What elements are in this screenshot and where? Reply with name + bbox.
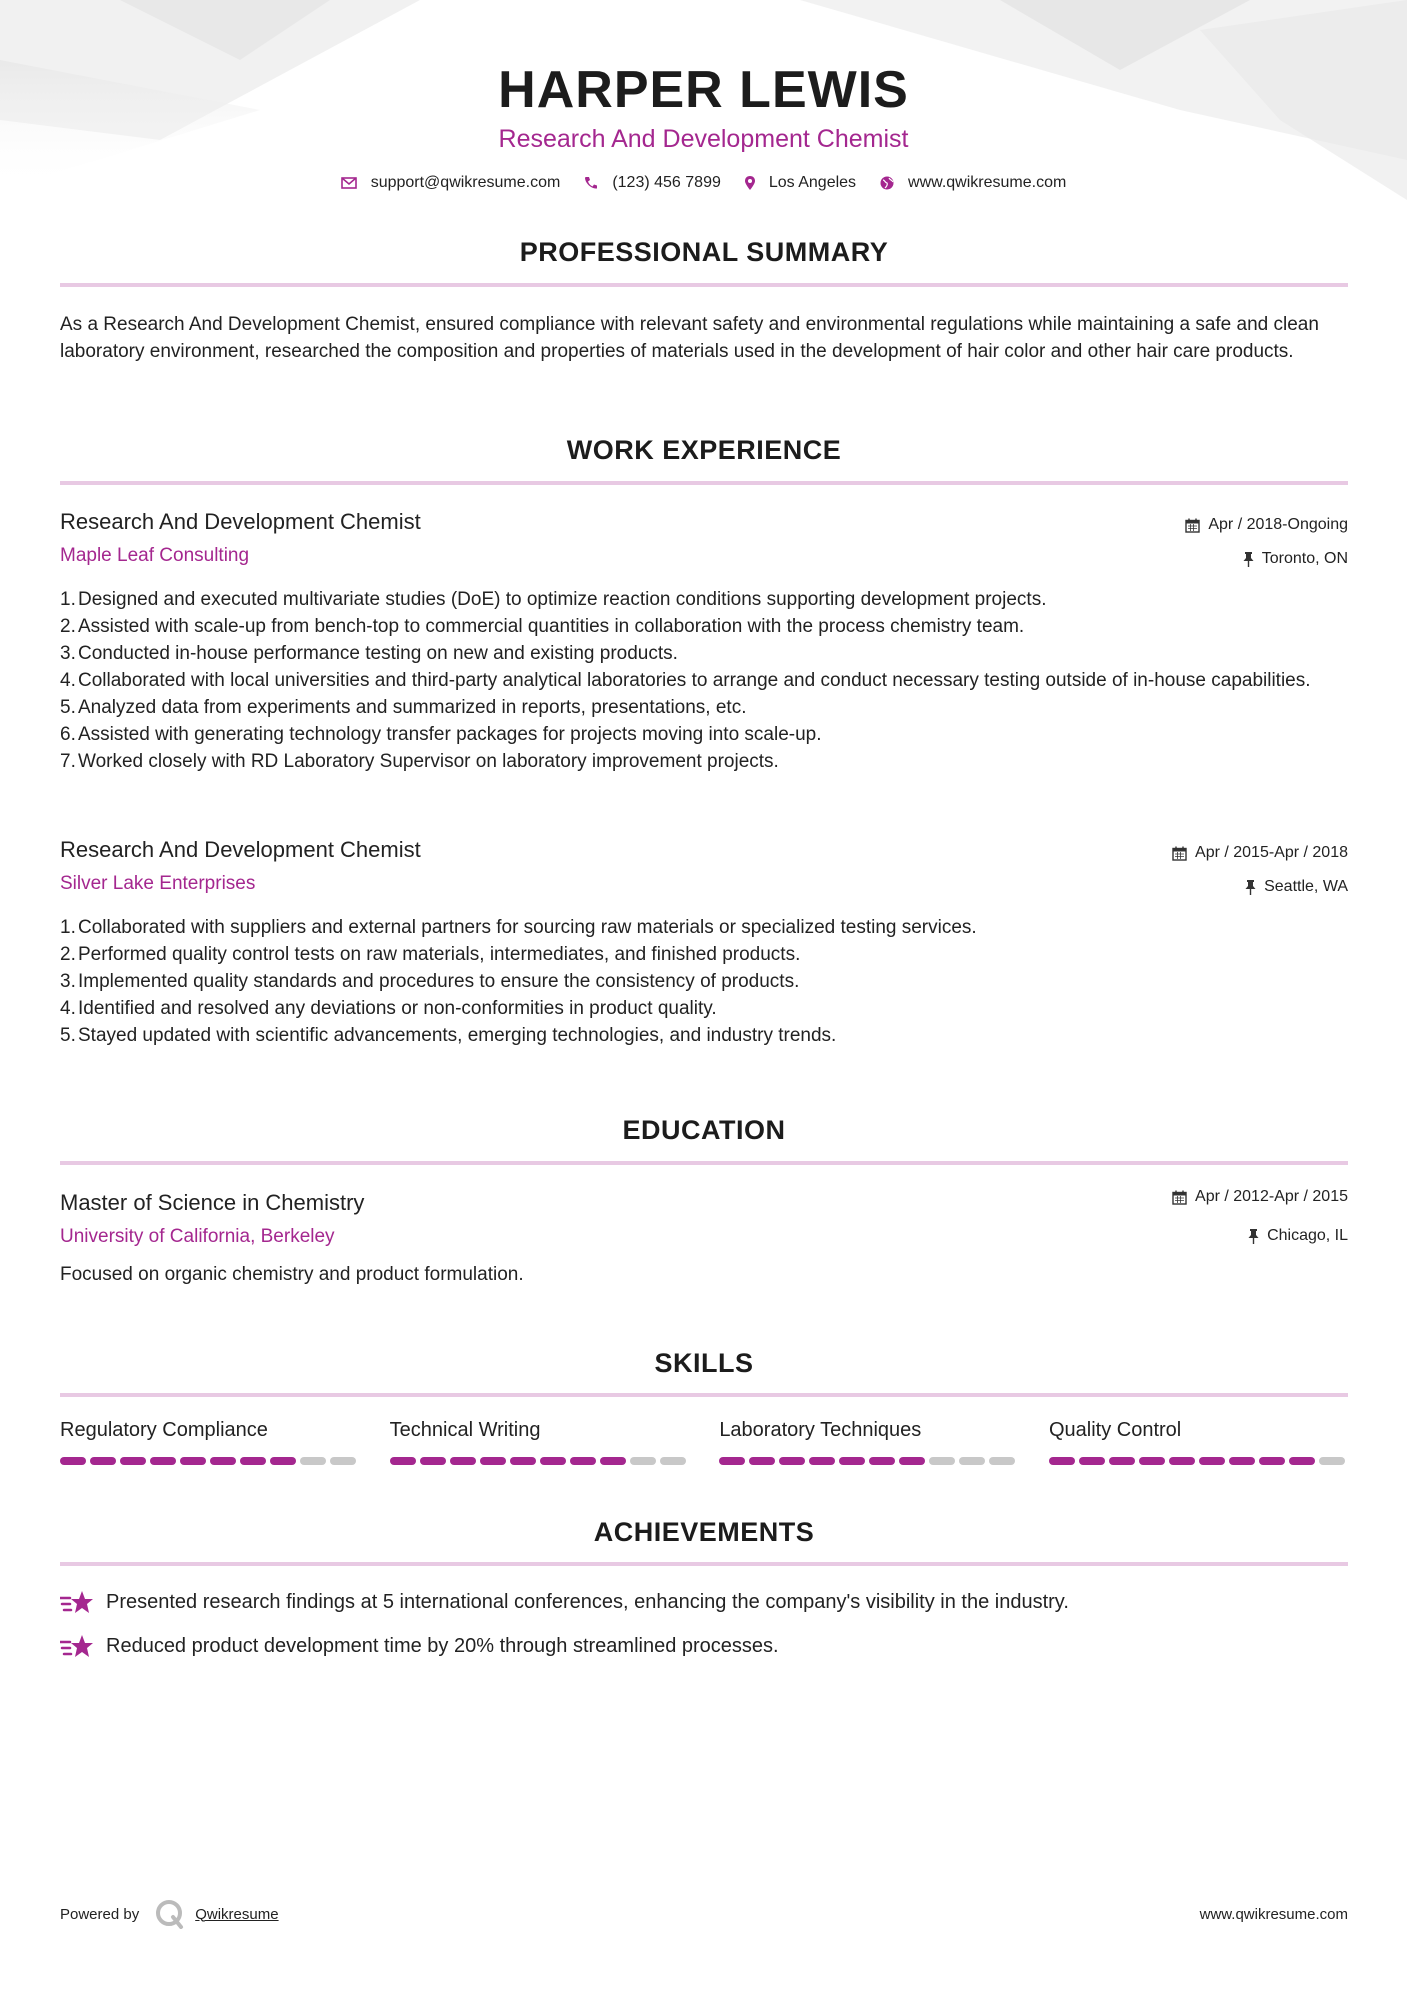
skill-segment-filled (1229, 1457, 1255, 1465)
skill-segment-filled (180, 1457, 206, 1465)
contact-row (0, 174, 1407, 192)
skill-item (390, 1419, 689, 1465)
achievement-item (60, 1589, 1069, 1615)
job-dates (1172, 844, 1348, 862)
resume-header (0, 60, 1407, 192)
phone-text: (123) 456 7899 (612, 174, 721, 191)
job-title: Research And Development Chemist (60, 509, 421, 534)
job-company: Maple Leaf Consulting (60, 545, 250, 566)
skill-segment-filled (510, 1457, 536, 1465)
skill-segment-filled (600, 1457, 626, 1465)
skill-segment-empty (300, 1457, 326, 1465)
achievements-heading: ACHIEVEMENTS (593, 1517, 815, 1547)
footer-powered-by (60, 1899, 279, 1929)
job-dates (1185, 516, 1348, 534)
job-company: Silver Lake Enterprises (60, 873, 256, 894)
skill-level-bar (390, 1457, 689, 1465)
calendar-icon (1172, 1190, 1187, 1205)
skills-divider (60, 1393, 1348, 1397)
achievement-text: Presented research findings at 5 international conferences, enhancing the company's visibility in the industry. (106, 1590, 1069, 1613)
skill-level-bar (60, 1457, 359, 1465)
skill-level-bar (1049, 1457, 1348, 1465)
contact-email[interactable] (341, 174, 561, 192)
footer-website[interactable]: www.qwikresume.com (1199, 1906, 1348, 1923)
job-location-text: Seattle, WA (1264, 878, 1348, 895)
powered-by-label: Powered by (60, 1905, 140, 1923)
skill-segment-filled (1199, 1457, 1225, 1465)
skill-segment-filled (480, 1457, 506, 1465)
skill-item (60, 1419, 359, 1465)
calendar-icon (1185, 518, 1200, 533)
education-location (1248, 1227, 1348, 1245)
skill-segment-filled (90, 1457, 116, 1465)
skill-segment-filled (719, 1457, 745, 1465)
qwikresume-link[interactable]: Qwikresume (195, 1905, 279, 1923)
skill-segment-filled (570, 1457, 596, 1465)
location-text: Los Angeles (768, 174, 857, 191)
education-description: Focused on organic chemistry and product formulation. (60, 1264, 524, 1285)
skill-level-bar (719, 1457, 1018, 1465)
skill-name: Technical Writing (389, 1419, 541, 1441)
experience-heading: WORK EXPERIENCE (566, 435, 842, 465)
calendar-icon (1172, 846, 1187, 861)
summary-divider (60, 283, 1348, 287)
skill-segment-empty (989, 1457, 1015, 1465)
education-heading: EDUCATION (622, 1115, 786, 1145)
skill-segment-filled (60, 1457, 86, 1465)
skill-segment-filled (899, 1457, 925, 1465)
skill-segment-filled (1169, 1457, 1195, 1465)
list-item: 3. Conducted in-house performance testing on new and existing products. (60, 643, 678, 664)
skill-segment-filled (1079, 1457, 1105, 1465)
skill-segment-empty (1319, 1457, 1345, 1465)
skill-segment-empty (660, 1457, 686, 1465)
contact-location (745, 174, 856, 192)
skill-segment-filled (450, 1457, 476, 1465)
summary-text: As a Research And Development Chemist, ensured compliance with relevant safety and environmental regulations while maintaining a safe and clean laboratory environment, researched the composition and properties of materials used in the development of hair color and other hair care products. (60, 314, 1319, 362)
job-dates-text: Apr / 2018-Ongoing (1208, 516, 1348, 533)
achievements-divider (60, 1562, 1348, 1566)
pushpin-icon (1248, 1229, 1259, 1244)
education-school: University of California, Berkeley (60, 1226, 335, 1247)
skill-segment-filled (1049, 1457, 1075, 1465)
skill-name: Quality Control (1048, 1419, 1182, 1441)
skills-heading: SKILLS (654, 1348, 754, 1378)
skills-row (60, 1419, 1348, 1465)
experience-divider (60, 481, 1348, 485)
job-bullets (60, 914, 1348, 1049)
envelope-icon (341, 177, 357, 189)
job-bullets (60, 586, 1348, 775)
list-item: 7. Worked closely with RD Laboratory Supervisor on laboratory improvement projects. (60, 751, 779, 772)
list-item: 5. Stayed updated with scientific advancements, emerging technologies, and industry trends. (60, 1025, 837, 1046)
skill-segment-filled (839, 1457, 865, 1465)
skill-segment-filled (420, 1457, 446, 1465)
globe-icon (880, 176, 894, 190)
skill-item (719, 1419, 1018, 1465)
skill-segment-filled (1259, 1457, 1285, 1465)
skill-name: Laboratory Techniques (719, 1419, 922, 1441)
job-location (1245, 878, 1348, 896)
candidate-name: HARPER LEWIS (498, 61, 909, 119)
contact-website[interactable] (880, 174, 1066, 192)
shooting-star-icon (60, 1589, 94, 1615)
list-item: 1. Designed and executed multivariate studies (DoE) to optimize reaction conditions supporting development projects. (60, 589, 1047, 610)
job-dates-text: Apr / 2015-Apr / 2018 (1195, 844, 1348, 861)
skill-segment-empty (959, 1457, 985, 1465)
list-item: 5. Analyzed data from experiments and summarized in reports, presentations, etc. (60, 697, 747, 718)
skill-name: Regulatory Compliance (60, 1419, 268, 1441)
skill-item (1049, 1419, 1348, 1465)
skill-segment-empty (330, 1457, 356, 1465)
list-item: 3. Implemented quality standards and procedures to ensure the consistency of products. (60, 971, 800, 992)
skill-segment-filled (120, 1457, 146, 1465)
phone-icon (584, 176, 598, 190)
list-item: 1. Collaborated with suppliers and external partners for sourcing raw materials or specialized testing services. (60, 917, 977, 938)
education-dates (1172, 1188, 1348, 1206)
skill-segment-filled (270, 1457, 296, 1465)
pushpin-icon (1245, 880, 1256, 895)
contact-phone[interactable] (584, 174, 721, 192)
list-item: 4. Collaborated with local universities and third-party analytical laboratories to arrange and conduct necessary testing outside of in-house capabilities. (60, 670, 1311, 691)
achievement-item (60, 1633, 779, 1659)
qwikresume-logo-icon (155, 1899, 185, 1929)
education-location-text: Chicago, IL (1267, 1227, 1348, 1244)
list-item: 6. Assisted with generating technology transfer packages for projects moving into scale-up. (60, 724, 822, 745)
education-divider (60, 1161, 1348, 1165)
candidate-title: Research And Development Chemist (498, 125, 909, 153)
achievement-text: Reduced product development time by 20% through streamlined processes. (106, 1634, 779, 1657)
skill-segment-filled (540, 1457, 566, 1465)
skill-segment-filled (150, 1457, 176, 1465)
education-dates-text: Apr / 2012-Apr / 2015 (1195, 1188, 1348, 1205)
skill-segment-filled (1139, 1457, 1165, 1465)
job-location (1243, 550, 1348, 568)
pushpin-icon (1243, 552, 1254, 567)
skill-segment-filled (240, 1457, 266, 1465)
list-item: 2. Performed quality control tests on raw materials, intermediates, and finished products. (60, 944, 801, 965)
list-item: 4. Identified and resolved any deviations or non-conformities in product quality. (60, 998, 717, 1019)
skill-segment-filled (749, 1457, 775, 1465)
list-item: 2. Assisted with scale-up from bench-top to commercial quantities in collaboration with the process chemistry team. (60, 616, 1025, 637)
website-text: www.qwikresume.com (908, 174, 1067, 191)
skill-segment-empty (630, 1457, 656, 1465)
skill-segment-filled (1109, 1457, 1135, 1465)
map-pin-icon (745, 176, 755, 190)
email-text: support@qwikresume.com (370, 174, 561, 191)
job-location-text: Toronto, ON (1261, 550, 1348, 567)
education-degree: Master of Science in Chemistry (60, 1190, 365, 1215)
shooting-star-icon (60, 1633, 94, 1659)
skill-segment-empty (929, 1457, 955, 1465)
skill-segment-filled (779, 1457, 805, 1465)
skill-segment-filled (809, 1457, 835, 1465)
summary-heading: PROFESSIONAL SUMMARY (519, 237, 889, 267)
skill-segment-filled (869, 1457, 895, 1465)
job-title: Research And Development Chemist (60, 837, 421, 862)
skill-segment-filled (1289, 1457, 1315, 1465)
skill-segment-filled (390, 1457, 416, 1465)
skill-segment-filled (210, 1457, 236, 1465)
